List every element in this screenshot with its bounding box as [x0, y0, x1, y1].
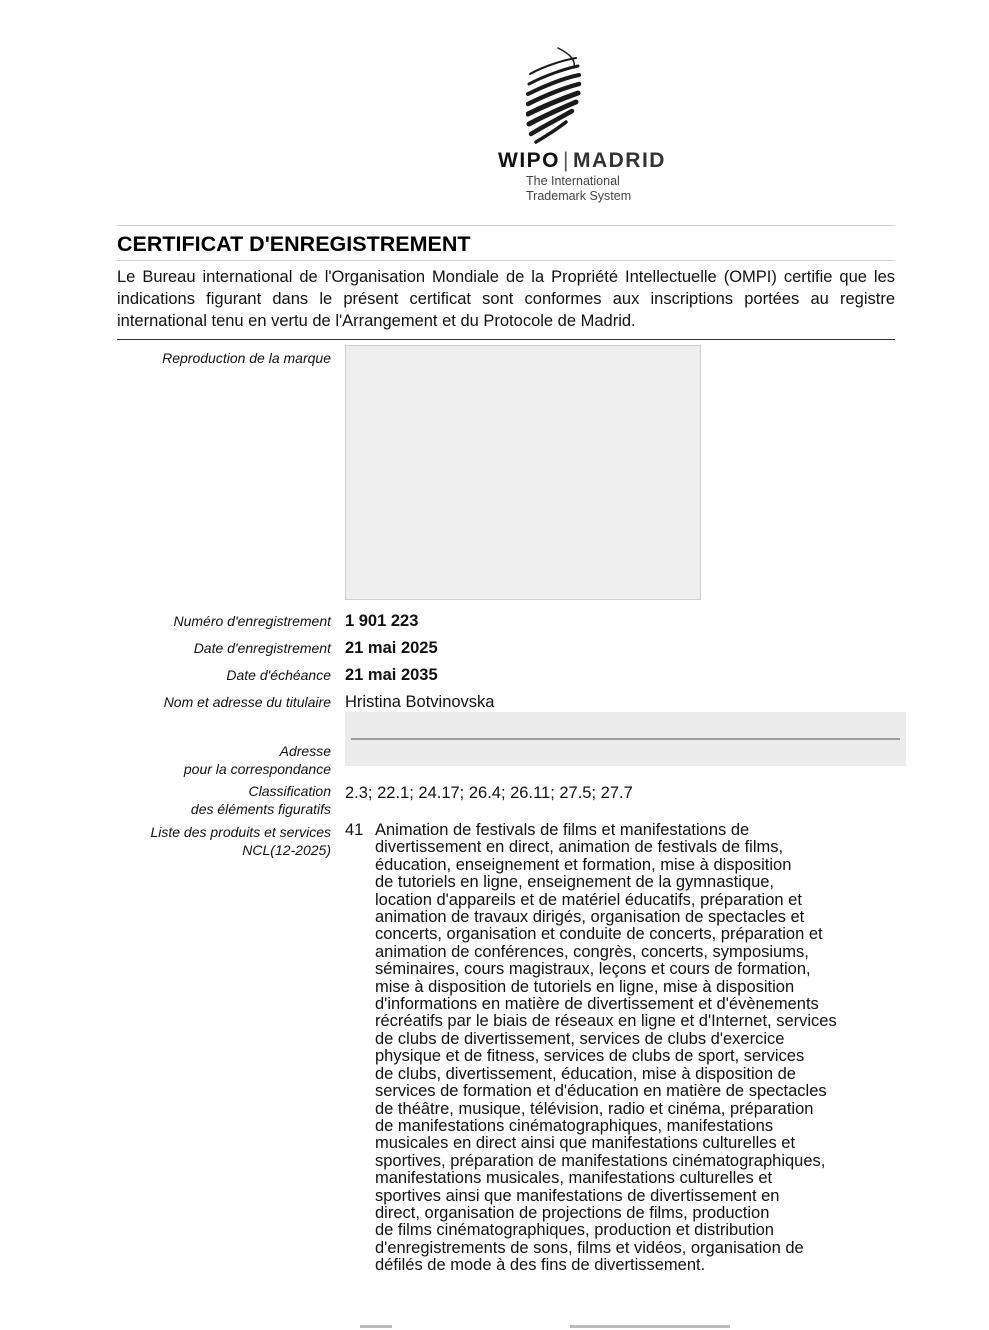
figurative-classification-value: 2.3; 22.1; 24.17; 26.4; 26.11; 27.5; 27.7 [345, 784, 633, 802]
goods-line: sportives, préparation de manifestations cinématographiques, [375, 1151, 826, 1170]
goods-line: Animation de festivals de films et manifestations de [375, 821, 750, 839]
correspondence-label [184, 742, 331, 778]
footer-fragment [570, 1325, 730, 1328]
holder-name: Hristina Botvinovska [345, 693, 495, 711]
logo-madrid-text: MADRID [572, 149, 666, 172]
expiry-date-value: 21 mai 2035 [345, 666, 438, 684]
goods-line: de théâtre, musique, télévision, radio et cinéma, préparation [375, 1099, 814, 1118]
wipo-madrid-logo [498, 46, 698, 206]
address-underline [351, 738, 900, 740]
goods-line: direct, organisation de projections de films, production [375, 1203, 770, 1222]
logo-subtitle-line-2: Trademark System [526, 189, 632, 203]
goods-line: éducation, enseignement et formation, mise à disposition [375, 855, 792, 874]
nice-class-number: 41 [345, 821, 364, 839]
reg-number-value: 1 901 223 [345, 612, 419, 630]
goods-label-line-1: Liste des produits et services [150, 824, 331, 840]
goods-line: sportives ainsi que manifestations de divertissement en [375, 1186, 780, 1205]
goods-line: services de formation et d'éducation en matière de spectacles [375, 1082, 827, 1101]
goods-line: divertissement en direct, animation de festivals de films, [375, 838, 784, 857]
goods-line: de clubs, divertissement, éducation, mise à disposition de [375, 1064, 796, 1083]
mark-image-placeholder [345, 345, 701, 600]
goods-label-line-2: NCL(12-2025) [242, 842, 331, 858]
top-divider [117, 225, 895, 226]
reg-date-label: Date d'enregistrement [193, 640, 331, 656]
goods-line: de films cinématographiques, production et distribution [375, 1221, 774, 1240]
goods-line: concerts, organisation et conduite de concerts, préparation et [375, 925, 823, 944]
logo-separator: | [563, 149, 570, 172]
intro-divider [117, 339, 895, 340]
logo-subtitle-line-1: The International [526, 174, 620, 188]
goods-line: location d'appareils et de matériel éducatifs, préparation et [375, 890, 802, 909]
certificate-intro: Le Bureau international de l'Organisation Mondiale de la Propriété Intellectuelle (OMPI) certifie que les indications figurant dans le présent certificat sont conformes aux inscriptions portées au registre international tenu en vertu de l'Arrangement et du Protocole de Madrid. [117, 268, 895, 330]
wipo-globe-icon [526, 46, 582, 146]
goods-line: de manifestations cinématographiques, manifestations [375, 1116, 774, 1135]
reg-number-label: Numéro d'enregistrement [173, 613, 331, 629]
reg-date-value: 21 mai 2025 [345, 639, 438, 657]
goods-line: animation de travaux dirigés, organisation de spectacles et [375, 908, 805, 927]
goods-line: récréatifs par le biais de réseaux en ligne et d'Internet, services [375, 1012, 837, 1031]
goods-line: défilés de mode à des fins de divertissement. [375, 1256, 706, 1275]
figurative-classification-label [191, 782, 331, 818]
logo-wipo-text: WIPO [498, 149, 560, 172]
certificate-title: CERTIFICAT D'ENREGISTREMENT [117, 232, 471, 256]
goods-line: séminaires, cours magistraux, leçons et cours de formation, [375, 960, 811, 979]
holder-label: Nom et adresse du titulaire [163, 694, 331, 710]
goods-services-text [375, 822, 905, 1275]
goods-line: d'informations en matière de divertissement et d'évènements [375, 995, 819, 1014]
figurative-label-line-2: des éléments figuratifs [190, 801, 331, 817]
expiry-date-label: Date d'échéance [226, 667, 331, 683]
footer-fragment [360, 1325, 392, 1328]
logo-wordmark [498, 149, 666, 173]
goods-line: manifestations musicales, manifestations culturelles et [375, 1169, 773, 1188]
goods-line: mise à disposition de tutoriels en ligne, mise à disposition [375, 977, 795, 996]
goods-line: de clubs de divertissement, services de clubs d'exercice [375, 1029, 785, 1048]
mark-label: Reproduction de la marque [162, 350, 331, 366]
correspondence-label-line-2: pour la correspondance [183, 761, 331, 777]
logo-subtitle [526, 174, 631, 204]
goods-line: de tutoriels en ligne, enseignement de la gymnastique, [375, 873, 775, 892]
title-divider [117, 260, 895, 261]
goods-line: d'enregistrements de sons, films et vidéos, organisation de [375, 1238, 804, 1257]
goods-line: physique et de fitness, services de clubs de sport, services [375, 1047, 805, 1066]
goods-line: musicales en direct ainsi que manifestations culturelles et [375, 1134, 796, 1153]
figurative-label-line-1: Classification [248, 783, 331, 799]
goods-services-label [150, 823, 331, 859]
correspondence-label-line-1: Adresse [279, 743, 331, 759]
goods-line: animation de conférences, congrès, concerts, symposiums, [375, 942, 809, 961]
